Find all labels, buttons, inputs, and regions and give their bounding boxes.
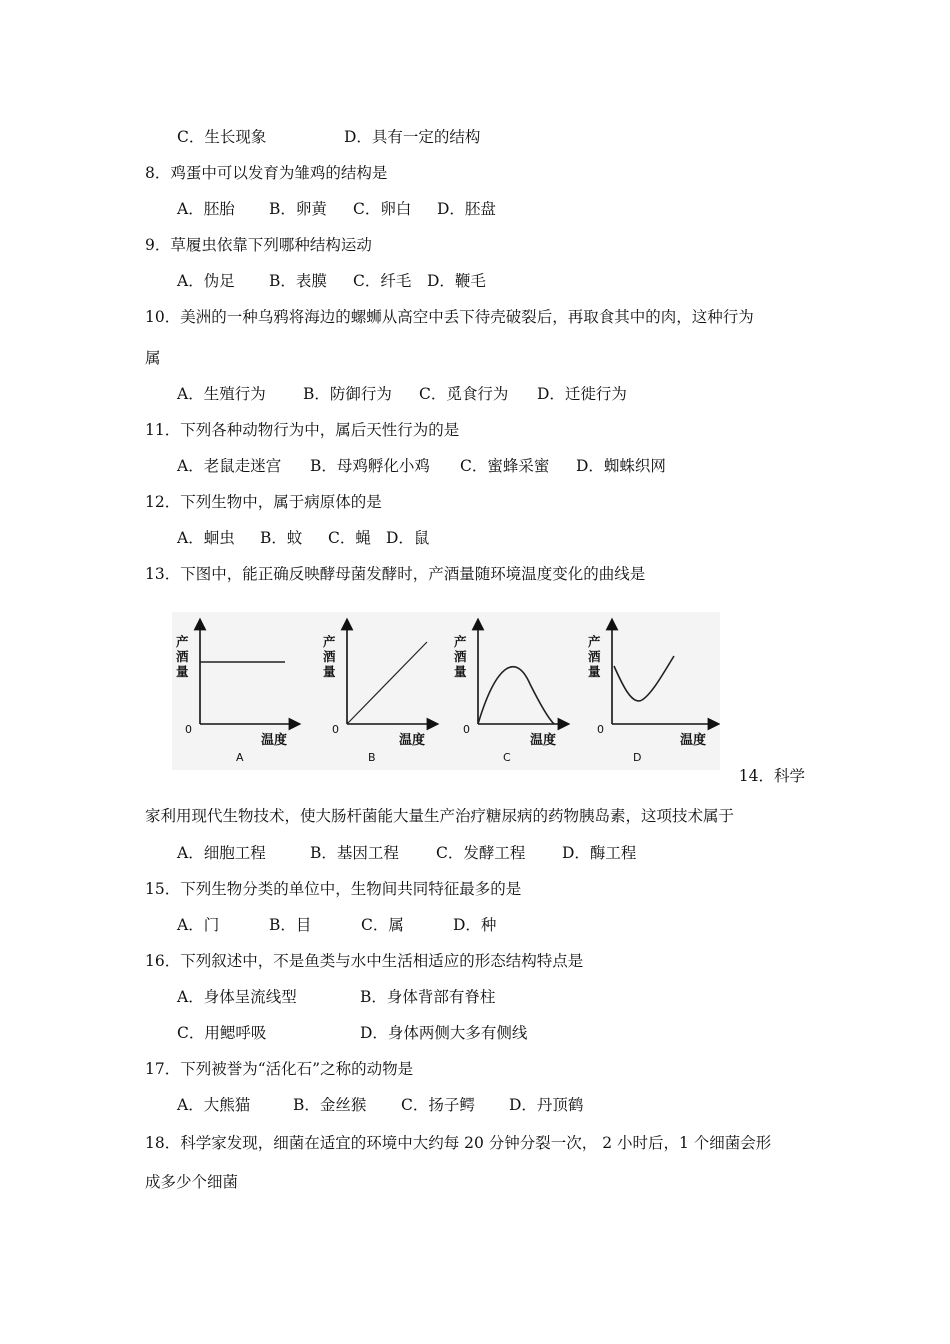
option-b: B．卵黄: [269, 200, 327, 218]
option-d: D．胚盘: [437, 200, 496, 218]
curve-B: [347, 642, 427, 724]
panel-label-D: D: [633, 751, 642, 764]
option-b: B．蚊: [260, 529, 303, 547]
figure-svg: [172, 612, 720, 770]
question-17-options: [177, 1095, 583, 1115]
y-axis-label-char: 量: [323, 664, 336, 679]
y-axis-label-char: 酒: [588, 649, 601, 664]
question-14-options: [177, 843, 636, 863]
x-axis-label: 温度: [261, 733, 288, 748]
question-9-stem: 9．草履虫依靠下列哪种结构运动: [145, 236, 372, 254]
question-15-stem: 15．下列生物分类的单位中，生物间共同特征最多的是: [145, 880, 522, 898]
option-d: D．鞭毛: [427, 272, 486, 290]
option-a: A．伪足: [177, 272, 235, 290]
option-a: A．门: [177, 916, 220, 934]
question-8-options: [177, 199, 496, 219]
option-a: A．细胞工程: [177, 844, 266, 862]
origin-label: 0: [185, 723, 192, 736]
option-a: A．大熊猫: [177, 1096, 251, 1114]
question-14-stem: 家利用现代生物技术，使大肠杆菌能大量生产治疗糖尿病的药物胰岛素，这项技术属于: [145, 807, 735, 825]
option-c: C．觅食行为: [419, 385, 509, 403]
question-13-stem: 13．下图中，能正确反映酵母菌发酵时，产酒量随环境温度变化的曲线是: [145, 565, 646, 583]
option-a: A．生殖行为: [177, 385, 266, 403]
question-14-number: 14．科学: [738, 767, 805, 785]
panel-label-C: C: [503, 751, 511, 764]
question-12-stem: 12．下列生物中，属于病原体的是: [145, 493, 382, 511]
question-11-options: [177, 456, 666, 476]
option-d: D．种: [453, 916, 497, 934]
x-axis-label: 温度: [680, 733, 707, 748]
option-d: D．具有一定的结构: [344, 128, 481, 146]
option-b: B．表膜: [269, 272, 327, 290]
option-b: B．基因工程: [310, 844, 399, 862]
origin-label: 0: [332, 723, 339, 736]
option-c: C．纤毛: [353, 272, 412, 290]
question-16-options-row1: [177, 987, 495, 1007]
option-d: D．鼠: [386, 529, 430, 547]
question-15-options: [177, 915, 496, 935]
y-axis-label-char: 产: [176, 634, 189, 649]
option-c: C．发酵工程: [436, 844, 526, 862]
option-c: C．卵白: [353, 200, 412, 218]
option-a: A．老鼠走迷宫: [177, 457, 282, 475]
option-c: C．属: [361, 916, 404, 934]
option-c: C．生长现象: [177, 128, 267, 146]
y-axis-label-char: 产: [588, 634, 601, 649]
question-17-stem: 17．下列被誉为“活化石”之称的动物是: [145, 1060, 414, 1078]
y-axis-label-char: 量: [176, 664, 189, 679]
y-axis-label-char: 酒: [176, 649, 189, 664]
option-a: A．蛔虫: [177, 529, 235, 547]
option-a: A．胚胎: [177, 200, 235, 218]
y-axis-label-char: 酒: [454, 649, 467, 664]
option-b: B．母鸡孵化小鸡: [310, 457, 430, 475]
question-18-stem-line1: 18．科学家发现，细菌在适宜的环境中大约每 20 分钟分裂一次， 2 小时后，1 个细菌会形: [145, 1134, 772, 1152]
option-a: A．身体呈流线型: [177, 988, 297, 1006]
option-b: B．身体背部有脊柱: [360, 988, 496, 1006]
y-axis-label-char: 产: [323, 634, 336, 649]
origin-label: 0: [463, 723, 470, 736]
x-axis-label: 温度: [530, 733, 557, 748]
question-12-options: [177, 528, 429, 548]
question-16-options-row2: [177, 1023, 527, 1043]
y-axis-label-char: 产: [454, 634, 467, 649]
option-row: [177, 127, 480, 147]
question-11-stem: 11．下列各种动物行为中，属后天性行为的是: [145, 421, 460, 439]
option-c: C．蜜蜂采蜜: [460, 457, 550, 475]
option-c: C．扬子鳄: [401, 1096, 475, 1114]
option-d: D．迁徙行为: [537, 385, 627, 403]
curve-D: [614, 656, 674, 701]
option-d: D．身体两侧大多有侧线: [360, 1024, 528, 1042]
origin-label: 0: [597, 723, 604, 736]
x-axis-label: 温度: [399, 733, 426, 748]
option-b: B．金丝猴: [293, 1096, 367, 1114]
question-16-stem: 16．下列叙述中，不是鱼类与水中生活相适应的形态结构特点是: [145, 952, 584, 970]
question-18-stem-line2: 成多少个细菌: [145, 1173, 239, 1191]
question-8-stem: 8．鸡蛋中可以发育为雏鸡的结构是: [145, 164, 388, 182]
question-10-options: [177, 384, 627, 404]
y-axis-label-char: 酒: [323, 649, 336, 664]
option-d: D．丹顶鹤: [509, 1096, 584, 1114]
option-b: B．防御行为: [303, 385, 392, 403]
curve-C: [478, 667, 554, 724]
option-c: C．蝇: [328, 529, 371, 547]
option-c: C．用鳃呼吸: [177, 1024, 267, 1042]
option-b: B．目: [269, 916, 312, 934]
question-9-options: [177, 271, 486, 291]
panel-label-A: A: [236, 751, 244, 764]
y-axis-label-char: 量: [588, 664, 601, 679]
y-axis-label-char: 量: [454, 664, 467, 679]
panel-label-B: B: [368, 751, 376, 764]
question-10-stem-line1: 10．美洲的一种乌鸦将海边的螺蛳从高空中丢下待壳破裂后，再取食其中的肉，这种行为: [145, 308, 754, 326]
question-10-stem-line2: 属: [145, 349, 161, 367]
option-d: D．酶工程: [562, 844, 637, 862]
yeast-fermentation-figure: [172, 612, 720, 770]
option-d: D．蜘蛛织网: [576, 457, 666, 475]
